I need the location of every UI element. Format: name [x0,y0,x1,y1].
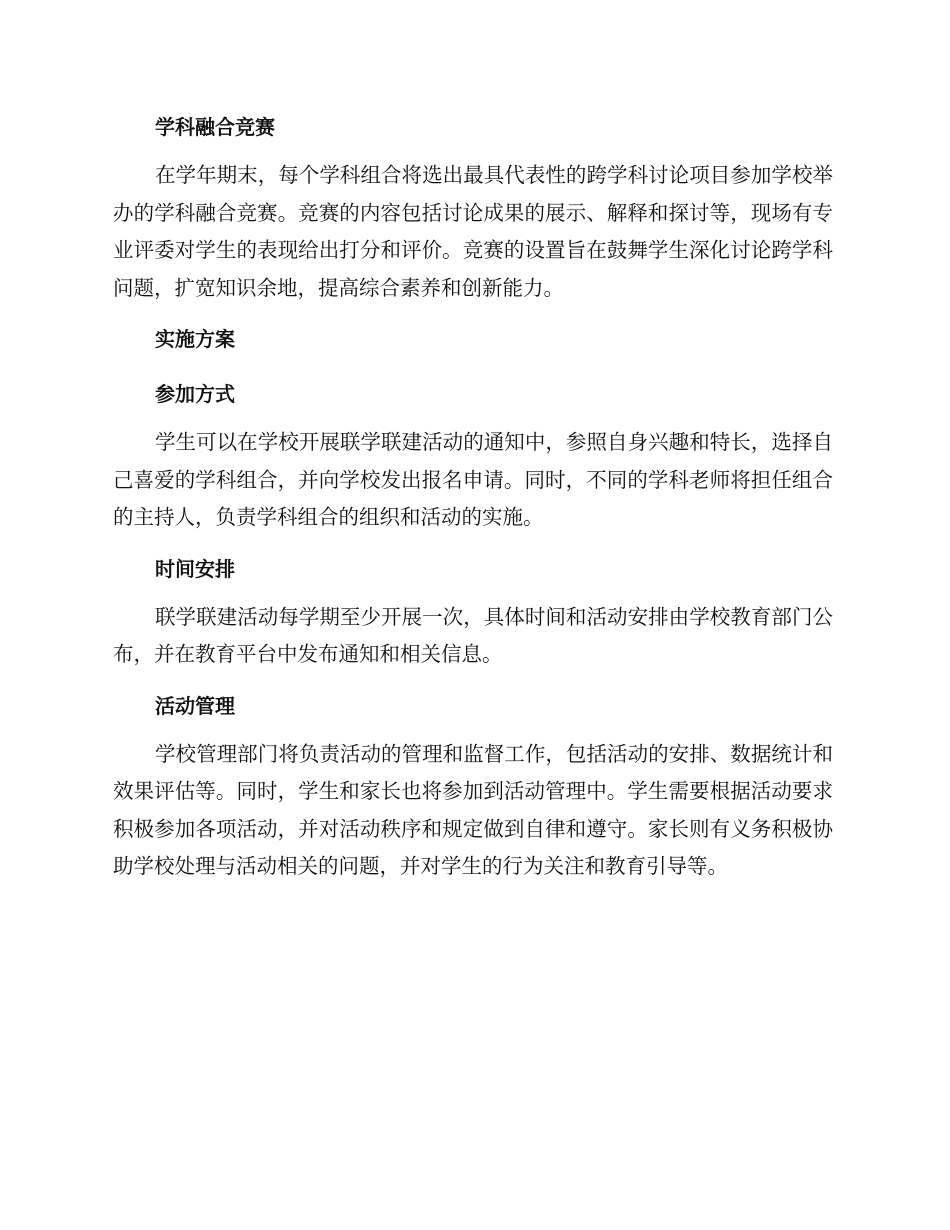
document-body [113,108,833,886]
section-heading-competition: 学科融合竞赛 [155,115,275,139]
section-paragraph-participation: 学生可以在学校开展联学联建活动的通知中，参照自身兴趣和特长，选择自己喜爱的学科组合，并向学校发出报名申请。同时，不同的学科老师将担任组合的主持人，负责学科组合的组织和活动的实施。 [113,430,833,529]
section-heading-participation: 参加方式 [155,382,235,406]
section-heading-schedule: 时间安排 [155,556,235,581]
section-paragraph-competition: 在学年期末，每个学科组合将选出最具代表性的跨学科讨论项目参加学校举办的学科融合竞赛。竞赛的内容包括讨论成果的展示、解释和探讨等，现场有专业评委对学生的表现给出打分和评价。竞赛的设置旨在鼓舞学生深化讨论跨学科问题，扩宽知识余地，提高综合素养和创新能力。 [113,163,833,300]
section-heading-management: 活动管理 [155,693,235,718]
section-paragraph-management: 学校管理部门将负责活动的管理和监督工作，包括活动的安排、数据统计和效果评估等。同时，学生和家长也将参加到活动管理中。学生需要根据活动要求积极参加各项活动，并对活动秩序和规定做到自律和遵守。家长则有义务积极协助学校处理与活动相关的问题，并对学生的行为关注和教育引导等。 [113,741,833,878]
section-heading-implementation: 实施方案 [155,327,235,351]
section-paragraph-schedule: 联学联建活动每学期至少开展一次，具体时间和活动安排由学校教育部门公布，并在教育平台中发布通知和相关信息。 [113,604,833,666]
